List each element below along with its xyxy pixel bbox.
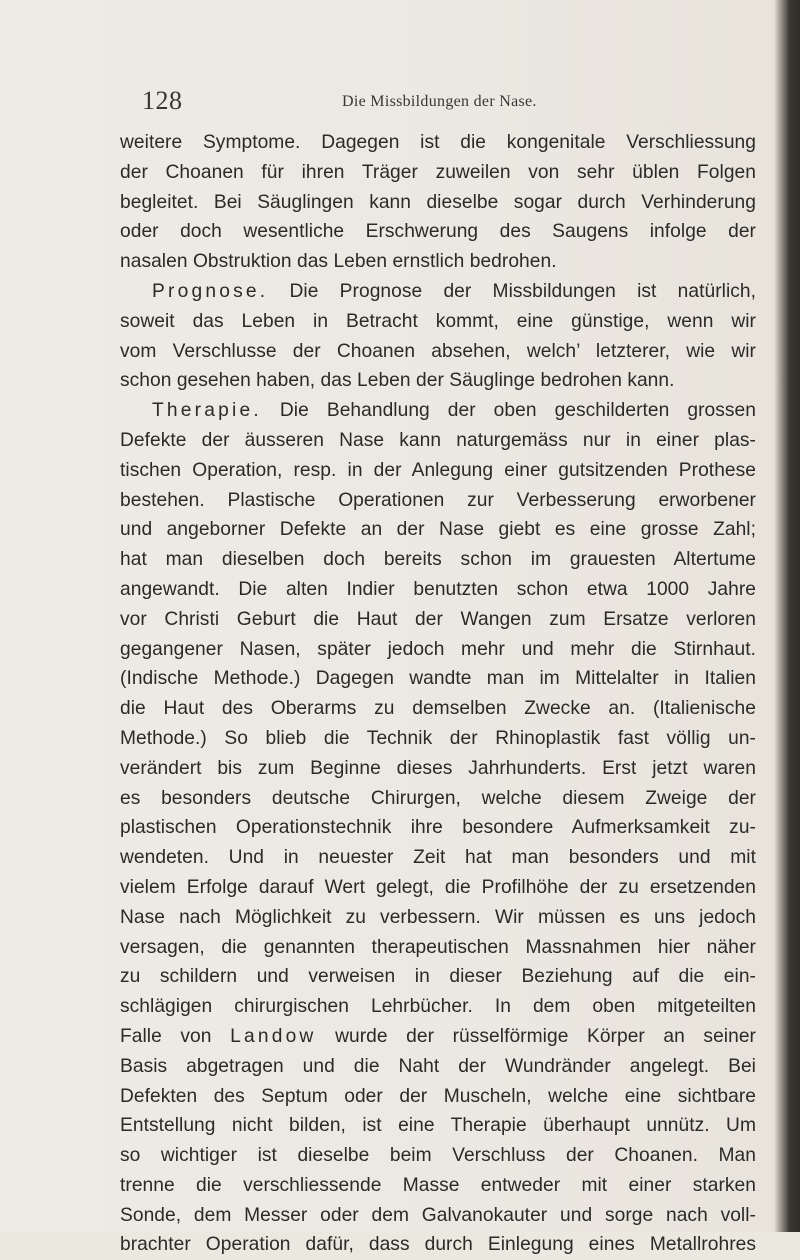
page-header: [142, 86, 762, 120]
text-line: Entstellung nicht bilden, ist eine Therapie überhaupt unnütz. Um: [120, 1115, 756, 1137]
text-line: vielem Erfolge darauf Wert gelegt, die Profilhöhe der zu ersetzenden: [120, 876, 756, 898]
text-line: soweit das Leben in Betracht kommt, eine günstige, wenn wir: [120, 310, 756, 332]
body-text: [120, 128, 756, 1260]
text-line: die Haut des Oberarms zu demselben Zwecke an. (Italienische: [120, 698, 756, 720]
running-head: Die Missbildungen der Nase.: [342, 93, 537, 110]
text-line: vor Christi Geburt die Haut der Wangen zum Ersatze verloren: [120, 608, 756, 630]
text-line: Sonde, dem Messer oder dem Galvanokauter und sorge nach voll-: [120, 1204, 756, 1226]
text-line: trenne die verschliessende Masse entweder mit einer starken: [120, 1174, 756, 1196]
text-line: begleitet. Bei Säuglingen kann dieselbe sogar durch Verhinderung: [120, 191, 756, 213]
author-name-landow: Landow: [230, 1025, 317, 1047]
text-line-therapie: [120, 396, 756, 426]
page-edge-shadow: [774, 0, 800, 1232]
page-number: 128: [142, 86, 183, 115]
text-line: Methode.) So blieb die Technik der Rhinoplastik fast völlig un-: [120, 727, 756, 749]
text-line: oder doch wesentliche Erschwerung des Saugens infolge der: [120, 221, 756, 243]
text-line: wendeten. Und in neuester Zeit hat man besonders und mit: [120, 847, 756, 869]
text-line: gegangener Nasen, später jedoch mehr und mehr die Stirnhaut.: [120, 638, 756, 660]
text-line-prognose: [120, 277, 756, 307]
text-line: bestehen. Plastische Operationen zur Verbesserung erworbener: [120, 489, 756, 511]
text-line: nasalen Obstruktion das Leben ernstlich bedrohen.: [120, 251, 557, 273]
section-heading-prognose: Prognose.: [152, 280, 269, 302]
text-line: so wichtiger ist dieselbe beim Verschluss der Choanen. Man: [120, 1145, 756, 1167]
text-line: verändert bis zum Beginne dieses Jahrhunderts. Erst jetzt waren: [120, 757, 756, 779]
text-line: (Indische Methode.) Dagegen wandte man im Mittelalter in Italien: [120, 668, 756, 690]
text-line: Defekte der äusseren Nase kann naturgemäss nur in einer plas-: [120, 429, 756, 451]
text-line: angewandt. Die alten Indier benutzten schon etwa 1000 Jahre: [120, 578, 756, 600]
section-heading-therapie: Therapie.: [152, 400, 262, 422]
text-fragment: Falle von: [120, 1025, 212, 1047]
text-line-landow: [120, 1022, 756, 1052]
text-line: vom Verschlusse der Choanen absehen, welch’ letzterer, wie wir: [120, 340, 756, 362]
text-line: es besonders deutsche Chirurgen, welche diesem Zweige der: [120, 787, 756, 809]
text-fragment: wurde der rüsselförmige Körper an seiner: [335, 1025, 756, 1047]
text-line: schon gesehen haben, das Leben der Säuglinge bedrohen kann.: [120, 370, 675, 392]
text-line: Defekten des Septum oder der Muscheln, welche eine sichtbare: [120, 1085, 756, 1107]
text-fragment: Die Behandlung der oben geschilderten grossen: [279, 400, 756, 422]
text-fragment: Die Prognose der Missbildungen ist natürlich,: [289, 280, 756, 302]
text-line: der Choanen für ihren Träger zuweilen von sehr üblen Folgen: [120, 161, 756, 183]
text-line: Nase nach Möglichkeit zu verbessern. Wir müssen es uns jedoch: [120, 906, 756, 928]
text-line: plastischen Operationstechnik ihre besondere Aufmerksamkeit zu-: [120, 817, 756, 839]
text-line: weitere Symptome. Dagegen ist die kongenitale Verschliessung: [120, 132, 756, 153]
text-line: brachter Operation dafür, dass durch Einlegung eines Metallrohres: [120, 1234, 756, 1256]
text-line: hat man dieselben doch bereits schon im grauesten Altertume: [120, 549, 756, 571]
text-line: schlägigen chirurgischen Lehrbücher. In dem oben mitgeteilten: [120, 996, 756, 1018]
text-line: Basis abgetragen und die Naht der Wundränder angelegt. Bei: [120, 1055, 756, 1077]
text-line: versagen, die genannten therapeutischen Massnahmen hier näher: [120, 936, 756, 958]
text-line: zu schildern und verweisen in dieser Beziehung auf die ein-: [120, 966, 756, 988]
text-line: tischen Operation, resp. in der Anlegung einer gutsitzenden Prothese: [120, 459, 756, 481]
text-line: und angeborner Defekte an der Nase giebt es eine grosse Zahl;: [120, 519, 756, 541]
